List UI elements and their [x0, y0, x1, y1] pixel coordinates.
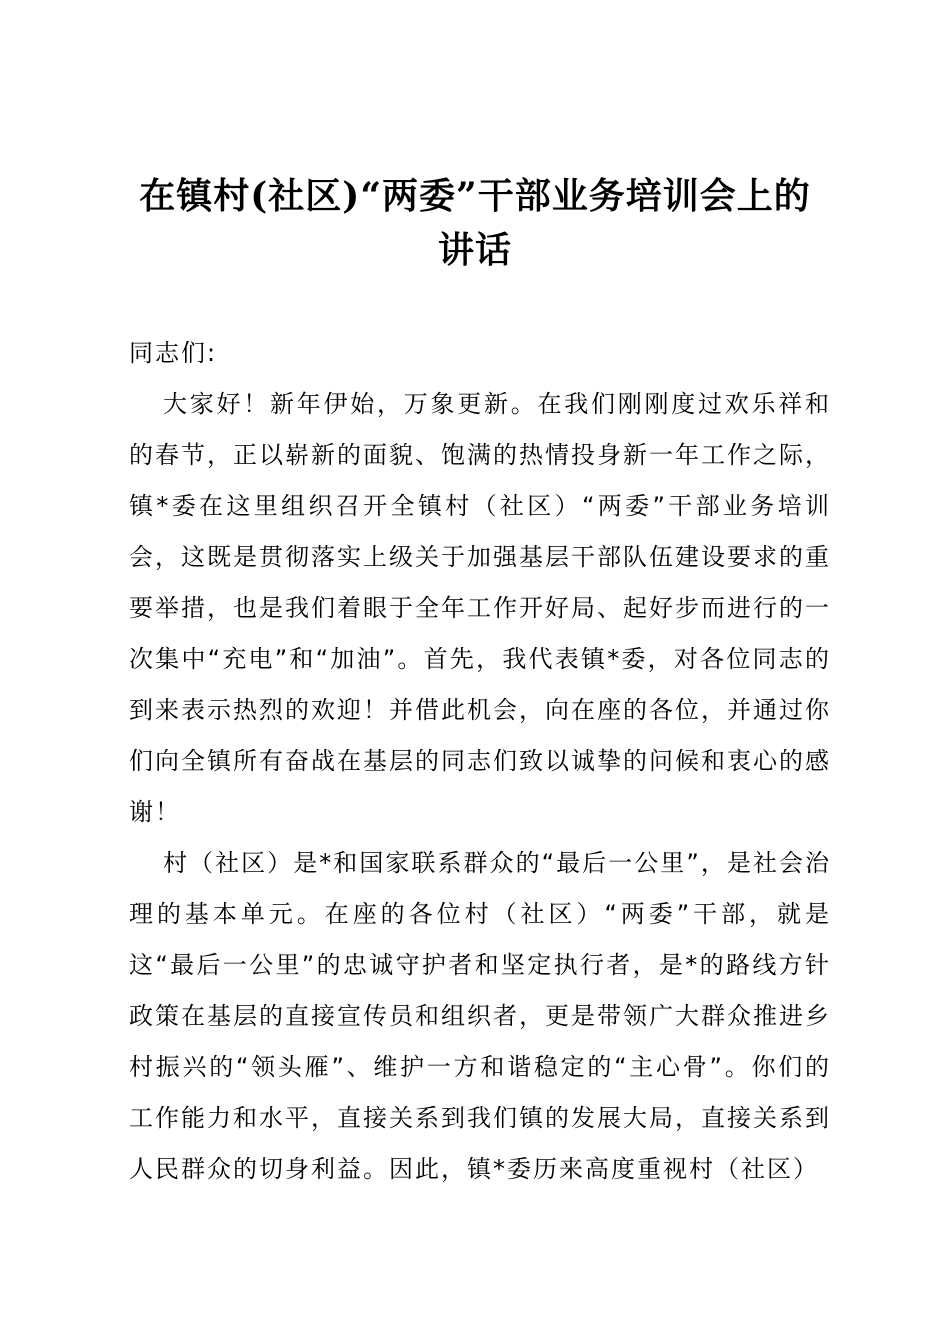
paragraph-1: 大家好！新年伊始，万象更新。在我们刚刚度过欢乐祥和的春节，正以崭新的面貌、饱满的热情投身新一年工作之际，镇*委在这里组织召开全镇村（社区）“两委”干部业务培训会，这既是贯彻落实上级关于加强基层干部队伍建设要求的重要举措，也是我们着眼于全年工作开好局、起好步而进行的一次集中“充电”和“加油”。首先，我代表镇*委，对各位同志的到来表示热烈的欢迎！并借此机会，向在座的各位，并通过你们向全镇所有奋战在基层的同志们致以诚挚的问候和衷心的感谢！ — [129, 390, 831, 826]
document-body — [129, 328, 831, 1195]
salutation: 同志们: — [129, 339, 218, 367]
paragraph-2: 村（社区）是*和国家联系群众的“最后一公里”，是社会治理的基本单元。在座的各位村（社区）“两委”干部，就是这“最后一公里”的忠诚守护者和坚定执行者，是*的路线方针政策在基层的直接宣传员和组织者，更是带领广大群众推进乡村振兴的“领头雁”、维护一方和谐稳定的“主心骨”。你们的工作能力和水平，直接关系到我们镇的发展大局，直接关系到人民群众的切身利益。因此，镇*委历来高度重视村（社区） — [129, 849, 831, 1183]
document-title-line-2: 讲话 — [437, 229, 512, 271]
document-title-line-1: 在镇村(社区)“两委”干部业务培训会上的 — [139, 175, 811, 217]
